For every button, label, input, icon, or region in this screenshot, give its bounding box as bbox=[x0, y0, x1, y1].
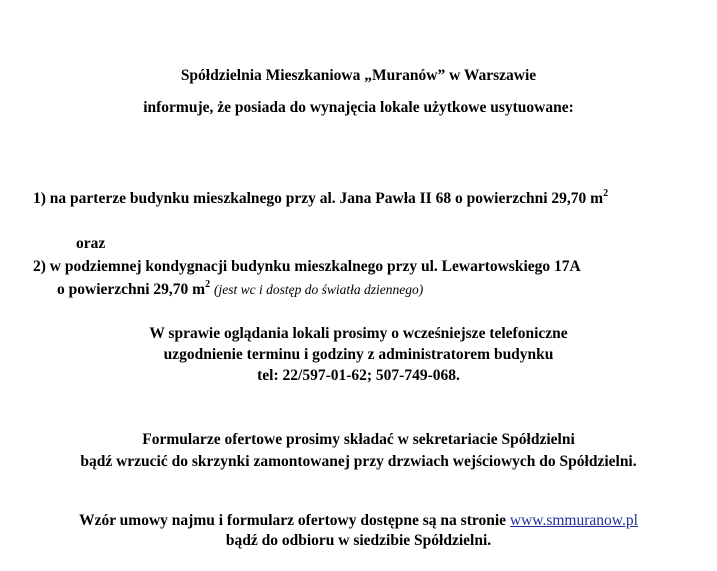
premises-item-2-area-text: o powierzchni 29,70 m bbox=[57, 281, 206, 298]
premises-item-1-text: 1) na parterze budynku mieszkalnego przy al. Jana Pawła II 68 o powierzchni 29,70 m bbox=[33, 190, 604, 207]
connector-text: oraz bbox=[76, 235, 106, 252]
premises-item-1 bbox=[33, 187, 609, 208]
forms-info-line-2: bądź wrzucić do skrzynki zamontowanej przy drzwiach wejściowych do Spółdzielni. bbox=[80, 453, 637, 470]
forms-info-line-1: Formularze ofertowe prosimy składać w sekretariacie Spółdzielni bbox=[142, 431, 575, 448]
footer-text: Wzór umowy najmu i formularz ofertowy dostępne są na stronie bbox=[79, 512, 510, 529]
viewing-info-line-2: uzgodnienie terminu i godziny z administratorem budynku bbox=[163, 346, 554, 363]
area-unit-superscript: 2 bbox=[603, 187, 609, 199]
announcement-intro: informuje, że posiada do wynajęcia lokale użytkowe usytuowane: bbox=[143, 99, 574, 116]
website-link[interactable]: www.smmuranow.pl bbox=[509, 512, 638, 529]
premises-item-2: 2) w podziemnej kondygnacji budynku mieszkalnego przy ul. Lewartowskiego 17A bbox=[33, 258, 581, 275]
premises-item-2-area bbox=[57, 278, 424, 299]
viewing-info-line-1: W sprawie oglądania lokali prosimy o wcześniejsze telefoniczne bbox=[149, 325, 568, 342]
contact-phone: tel: 22/597-01-62; 507-749-068. bbox=[257, 367, 460, 384]
footer-line-2: bądź do odbioru w siedzibie Spółdzielni. bbox=[225, 532, 492, 549]
footer-line-1 bbox=[0, 512, 717, 530]
cooperative-name: Spółdzielnia Mieszkaniowa „Muranów” w Warszawie bbox=[180, 67, 537, 84]
area-unit-superscript: 2 bbox=[205, 278, 211, 290]
premises-item-2-note: (jest wc i dostęp do światła dziennego) bbox=[213, 282, 424, 297]
